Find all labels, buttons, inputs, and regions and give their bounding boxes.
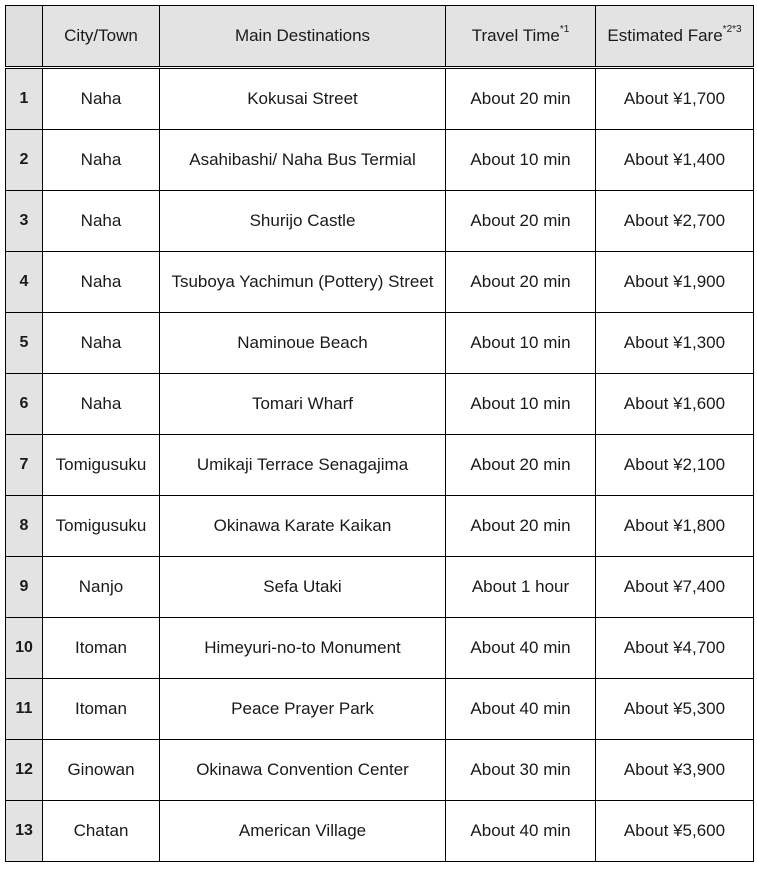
row-destination: Shurijo Castle <box>160 191 446 252</box>
table-row <box>6 374 754 435</box>
row-number: 5 <box>6 313 43 374</box>
row-estimated-fare: About ¥7,400 <box>596 557 754 618</box>
row-city: Nanjo <box>43 557 160 618</box>
row-destination: Peace Prayer Park <box>160 679 446 740</box>
row-destination: Tomari Wharf <box>160 374 446 435</box>
row-number: 4 <box>6 252 43 313</box>
row-travel-time: About 10 min <box>446 374 596 435</box>
row-estimated-fare: About ¥2,700 <box>596 191 754 252</box>
row-destination: Tsuboya Yachimun (Pottery) Street <box>160 252 446 313</box>
table-row <box>6 679 754 740</box>
row-number: 2 <box>6 130 43 191</box>
table-header <box>6 6 754 68</box>
row-city: Naha <box>43 374 160 435</box>
row-estimated-fare: About ¥1,600 <box>596 374 754 435</box>
table-row <box>6 130 754 191</box>
header-estimated-fare-label: Estimated Fare <box>607 26 723 45</box>
row-travel-time: About 40 min <box>446 679 596 740</box>
table-body <box>6 68 754 862</box>
row-city: Tomigusuku <box>43 496 160 557</box>
row-number: 13 <box>6 801 43 862</box>
header-number <box>6 6 43 68</box>
row-estimated-fare: About ¥5,600 <box>596 801 754 862</box>
row-city: Tomigusuku <box>43 435 160 496</box>
table-row <box>6 496 754 557</box>
row-city: Naha <box>43 313 160 374</box>
row-travel-time: About 20 min <box>446 496 596 557</box>
row-estimated-fare: About ¥1,800 <box>596 496 754 557</box>
row-destination: Kokusai Street <box>160 68 446 130</box>
table-row <box>6 557 754 618</box>
header-destination: Main Destinations <box>160 6 446 68</box>
row-estimated-fare: About ¥3,900 <box>596 740 754 801</box>
row-estimated-fare: About ¥1,700 <box>596 68 754 130</box>
row-city: Naha <box>43 130 160 191</box>
row-travel-time: About 40 min <box>446 618 596 679</box>
header-row <box>6 6 754 68</box>
row-travel-time: About 1 hour <box>446 557 596 618</box>
row-number: 9 <box>6 557 43 618</box>
travel-time-footnote-mark: *1 <box>559 24 570 36</box>
row-travel-time: About 10 min <box>446 313 596 374</box>
row-travel-time: About 10 min <box>446 130 596 191</box>
row-estimated-fare: About ¥4,700 <box>596 618 754 679</box>
row-city: Naha <box>43 252 160 313</box>
row-destination: Okinawa Karate Kaikan <box>160 496 446 557</box>
row-city: Naha <box>43 68 160 130</box>
row-number: 7 <box>6 435 43 496</box>
row-city: Itoman <box>43 679 160 740</box>
row-estimated-fare: About ¥1,400 <box>596 130 754 191</box>
table-row <box>6 313 754 374</box>
header-city: City/Town <box>43 6 160 68</box>
row-number: 12 <box>6 740 43 801</box>
table-row <box>6 68 754 130</box>
header-estimated-fare <box>596 6 754 68</box>
row-number: 6 <box>6 374 43 435</box>
row-number: 10 <box>6 618 43 679</box>
row-number: 1 <box>6 68 43 130</box>
table-row <box>6 740 754 801</box>
row-number: 11 <box>6 679 43 740</box>
row-destination: American Village <box>160 801 446 862</box>
header-travel-time-label: Travel Time <box>471 26 560 45</box>
row-travel-time: About 30 min <box>446 740 596 801</box>
row-city: Naha <box>43 191 160 252</box>
table-row <box>6 618 754 679</box>
row-destination: Umikaji Terrace Senagajima <box>160 435 446 496</box>
row-destination: Himeyuri-no-to Monument <box>160 618 446 679</box>
row-estimated-fare: About ¥2,100 <box>596 435 754 496</box>
row-travel-time: About 20 min <box>446 68 596 130</box>
row-travel-time: About 20 min <box>446 191 596 252</box>
row-destination: Naminoue Beach <box>160 313 446 374</box>
row-estimated-fare: About ¥1,300 <box>596 313 754 374</box>
row-travel-time: About 40 min <box>446 801 596 862</box>
row-destination: Asahibashi/ Naha Bus Termial <box>160 130 446 191</box>
row-estimated-fare: About ¥5,300 <box>596 679 754 740</box>
table-row <box>6 801 754 862</box>
destinations-fare-table <box>5 5 754 862</box>
row-destination: Sefa Utaki <box>160 557 446 618</box>
row-number: 8 <box>6 496 43 557</box>
fare-footnote-mark: *2*3 <box>722 24 742 36</box>
row-travel-time: About 20 min <box>446 435 596 496</box>
table-row <box>6 252 754 313</box>
row-travel-time: About 20 min <box>446 252 596 313</box>
row-city: Chatan <box>43 801 160 862</box>
row-number: 3 <box>6 191 43 252</box>
table-row <box>6 191 754 252</box>
row-city: Ginowan <box>43 740 160 801</box>
table-row <box>6 435 754 496</box>
row-city: Itoman <box>43 618 160 679</box>
row-destination: Okinawa Convention Center <box>160 740 446 801</box>
header-travel-time <box>446 6 596 68</box>
row-estimated-fare: About ¥1,900 <box>596 252 754 313</box>
